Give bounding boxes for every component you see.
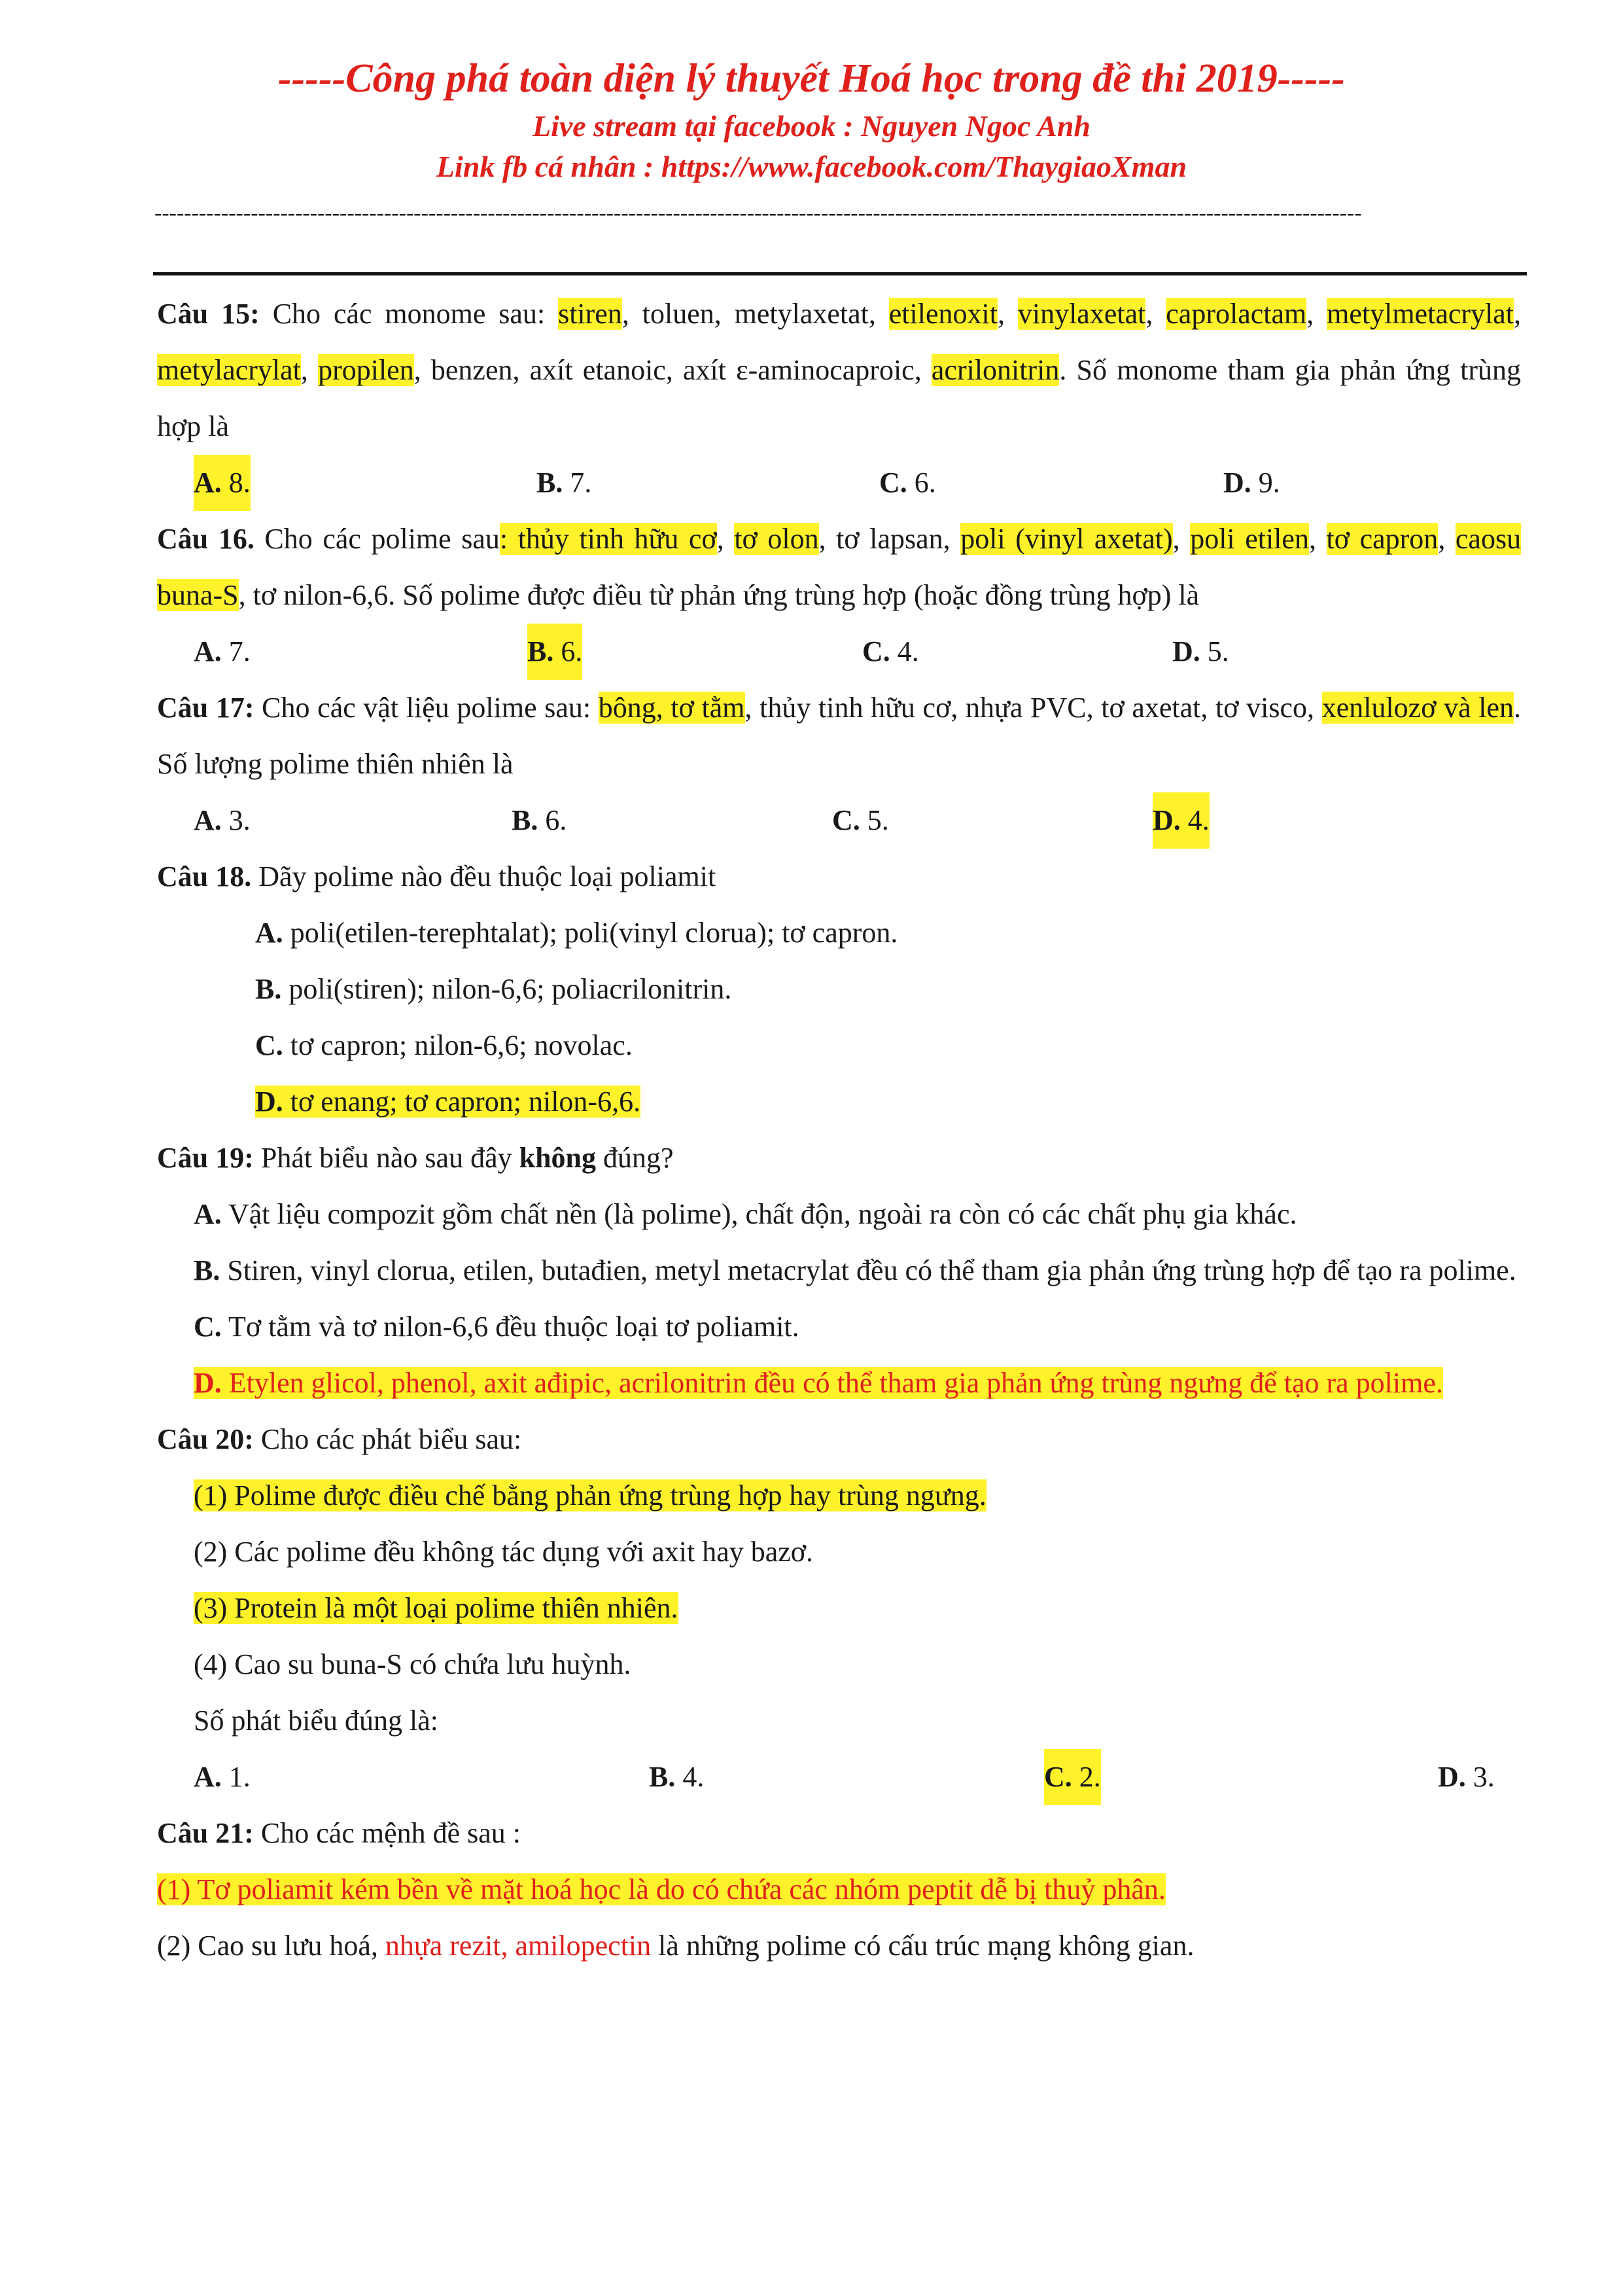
highlighted-answer: propilen — [318, 354, 414, 386]
question-18 — [157, 849, 1521, 905]
highlighted-answer: etilenoxit — [888, 298, 998, 330]
option-text: 1. — [221, 1761, 251, 1793]
option-d — [1223, 455, 1280, 511]
option-text: poli(stiren); nilon-6,6; poliacrilonitrin. — [281, 973, 732, 1005]
header-facebook-link: Link fb cá nhân : https://www.facebook.com/ThaygiaoXman — [436, 150, 1187, 183]
option-label: D. — [1172, 635, 1200, 667]
option-b — [157, 1243, 1521, 1299]
text: , toluen, metylaxetat, — [621, 298, 889, 330]
option-text: 6. — [538, 804, 567, 836]
statement-1 — [157, 1468, 1521, 1524]
answer-options — [157, 792, 1521, 849]
text: , — [1172, 523, 1191, 555]
text: Cho các vật liệu polime sau: — [254, 692, 599, 724]
option-text: 7. — [563, 467, 592, 499]
option-d — [1172, 624, 1229, 680]
highlighted-answer: : thủy tinh hữu cơ — [499, 523, 717, 555]
option-label: A. — [194, 1761, 222, 1793]
option-a — [194, 624, 251, 680]
option-b — [649, 1749, 704, 1805]
horizontal-rule — [153, 272, 1527, 275]
highlighted-answer: metylacrylat — [157, 354, 301, 386]
option-a — [194, 792, 251, 849]
highlighted-answer: xenlulozơ và len — [1321, 692, 1514, 724]
option-text: tơ enang; tơ capron; nilon-6,6. — [283, 1086, 641, 1118]
option-d — [157, 1074, 1521, 1130]
option-a — [157, 1186, 1521, 1243]
statement-2: (2) Các polime đều không tác dụng với axit hay bazơ. — [194, 1536, 814, 1568]
highlighted-answer: stiren — [558, 298, 622, 330]
text: , — [1514, 298, 1522, 330]
text: . Số lượng polime thiên nhiên là — [157, 692, 1522, 780]
option-label: C. — [194, 1311, 222, 1343]
option-label: D. — [1153, 804, 1181, 836]
option-c — [1044, 1749, 1101, 1805]
option-b — [527, 624, 582, 680]
option-label: C. — [879, 467, 907, 499]
highlighted-answer: caprolactam — [1166, 298, 1307, 330]
highlighted-answer: tơ olon — [734, 523, 819, 555]
text: , — [300, 354, 319, 386]
option-text: poli(etilen-terephtalat); poli(vinyl clorua); tơ capron. — [283, 917, 898, 949]
question-20 — [157, 1411, 1521, 1468]
highlighted-answer: vinylaxetat — [1017, 298, 1146, 330]
option-text: 6. — [907, 467, 936, 499]
text: , benzen, axít etanoic, axít ε-aminocaproic, — [413, 354, 932, 386]
text: , — [1308, 523, 1327, 555]
option-d — [157, 1355, 1521, 1411]
text: , — [716, 523, 735, 555]
text: Cho các mệnh đề sau : — [253, 1817, 521, 1849]
question-21 — [157, 1805, 1521, 1862]
highlighted-answer: poli (vinyl axetat) — [960, 523, 1173, 555]
answer-options — [157, 1749, 1521, 1805]
option-text: 5. — [1200, 635, 1229, 667]
option-label: C. — [862, 635, 890, 667]
option-text: 4. — [675, 1761, 705, 1793]
option-label: C. — [1044, 1761, 1072, 1793]
option-text: Stiren, vinyl clorua, etilen, butađien, metyl metacrylat đều có thể tham gia phản ứng trùng hợp để tạo ra polime. — [220, 1254, 1516, 1286]
option-label: B. — [649, 1761, 676, 1793]
question-19 — [157, 1130, 1521, 1186]
option-text: Etylen glicol, phenol, axit ađipic, acrilonitrin đều có thể tham gia phản ứng trùng ngưng để tạo ra polime. — [221, 1367, 1443, 1399]
option-b — [512, 792, 567, 849]
option-a — [194, 1749, 251, 1805]
option-text: 2. — [1072, 1761, 1101, 1793]
question-number: Câu 17: — [157, 692, 254, 724]
document-header — [0, 51, 1623, 187]
option-text: 3. — [1465, 1761, 1495, 1793]
text: . Số monome tham gia phản ứng trùng hợp là — [157, 354, 1522, 442]
text: , — [997, 298, 1018, 330]
question-number: Câu 21: — [157, 1817, 254, 1849]
text: , tơ lapsan, — [818, 523, 961, 555]
option-label: A. — [194, 467, 222, 499]
red-text: nhựa rezit, amilopectin — [385, 1930, 652, 1962]
option-label: D. — [255, 1086, 283, 1118]
option-label: D. — [1438, 1761, 1466, 1793]
highlighted-answer: poli etilen — [1190, 523, 1309, 555]
option-label: A. — [194, 804, 222, 836]
highlighted-answer: metylmetacrylat — [1327, 298, 1514, 330]
option-text: Tơ tằm và tơ nilon-6,6 đều thuộc loại tơ poliamit. — [221, 1311, 799, 1343]
text: , — [1145, 298, 1166, 330]
option-d — [1153, 792, 1210, 849]
question-number: Câu 16. — [157, 523, 254, 555]
question-number: Câu 20: — [157, 1423, 254, 1455]
highlighted-answer: (1) Tơ poliamit kém bền về mặt hoá học là do có chứa các nhóm peptit dễ bị thuỷ phân. — [157, 1873, 1166, 1905]
option-text: 4. — [890, 635, 919, 667]
option-label: C. — [832, 804, 860, 836]
question-16 — [157, 511, 1521, 624]
option-c — [157, 1299, 1521, 1355]
option-text: tơ capron; nilon-6,6; novolac. — [283, 1029, 633, 1061]
text: đúng? — [596, 1142, 674, 1174]
text: Cho các phát biểu sau: — [253, 1423, 522, 1455]
option-c — [879, 455, 936, 511]
text: Dãy polime nào đều thuộc loại poliamit — [251, 860, 716, 892]
option-label: A. — [194, 1198, 222, 1230]
option-c — [832, 792, 889, 849]
option-text: 3. — [221, 804, 251, 836]
option-label: B. — [255, 973, 282, 1005]
option-label: A. — [194, 635, 222, 667]
option-text: 9. — [1251, 467, 1280, 499]
highlighted-answer: tơ capron — [1326, 523, 1439, 555]
option-label: D. — [194, 1367, 222, 1399]
emphasis: không — [519, 1142, 597, 1174]
question-number: Câu 15: — [157, 298, 260, 330]
statement-1 — [157, 1862, 1521, 1918]
highlighted-answer: caosu buna-S — [157, 523, 1522, 611]
option-label: B. — [194, 1254, 220, 1286]
option-text: 6. — [553, 635, 583, 667]
option-label: D. — [1223, 467, 1251, 499]
option-text: 4. — [1180, 804, 1210, 836]
option-b — [536, 455, 591, 511]
option-c — [862, 624, 919, 680]
option-label: B. — [527, 635, 554, 667]
highlighted-answer: (3) Protein là một loại polime thiên nhiên. — [194, 1592, 678, 1624]
option-b — [157, 961, 1521, 1017]
header-livestream: Live stream tại facebook : Nguyen Ngoc Anh — [532, 109, 1091, 143]
option-text: 8. — [221, 467, 251, 499]
text: , — [1306, 298, 1327, 330]
answer-options — [157, 455, 1521, 511]
question-17 — [157, 680, 1521, 792]
statement-3 — [157, 1580, 1521, 1636]
option-text: 7. — [221, 635, 251, 667]
text: Phát biểu nào sau đây — [253, 1142, 519, 1174]
question-number: Câu 18. — [157, 860, 252, 892]
option-label: B. — [512, 804, 538, 836]
highlighted-answer — [255, 1086, 640, 1118]
text: , thủy tinh hữu cơ, nhựa PVC, tơ axetat, tơ visco, — [744, 692, 1322, 724]
option-label: A. — [255, 917, 283, 949]
question-prompt: Số phát biểu đúng là: — [194, 1704, 438, 1737]
option-text: Vật liệu compozit gồm chất nền (là polime), chất độn, ngoài ra còn có các chất phụ gia khác. — [221, 1198, 1297, 1230]
option-a — [157, 905, 1521, 961]
highlighted-answer — [194, 1367, 1443, 1399]
dashed-separator: ------------------------------------------------------------------------------------------------------------------------------------------------------------------- — [154, 201, 1362, 225]
highlighted-answer: bông, tơ tằm — [598, 692, 745, 724]
text: Cho các polime sau — [254, 523, 500, 555]
option-c — [157, 1017, 1521, 1074]
document-body — [157, 286, 1521, 1974]
answer-options — [157, 624, 1521, 680]
highlighted-answer: (1) Polime được điều chế bằng phản ứng trùng hợp hay trùng ngưng. — [194, 1479, 986, 1511]
header-title: -----Công phá toàn diện lý thuyết Hoá học trong đề thi 2019----- — [278, 56, 1345, 101]
highlighted-answer: acrilonitrin — [931, 354, 1060, 386]
option-text: 5. — [860, 804, 889, 836]
question-15 — [157, 286, 1521, 455]
statement-4: (4) Cao su buna-S có chứa lưu huỳnh. — [194, 1648, 631, 1680]
option-label: C. — [255, 1029, 283, 1061]
text: , tơ nilon-6,6. Số polime được điều từ phản ứng trùng hợp (hoặc đồng trùng hợp) là — [238, 579, 1200, 611]
text: là những polime có cấu trúc mạng không gian. — [651, 1930, 1195, 1962]
text: , — [1438, 523, 1456, 555]
option-a — [194, 455, 251, 511]
question-number: Câu 19: — [157, 1142, 254, 1174]
option-d — [1438, 1749, 1495, 1805]
statement-2 — [157, 1918, 1521, 1974]
text: (2) Cao su lưu hoá, — [157, 1930, 385, 1962]
option-label: B. — [536, 467, 563, 499]
text: Cho các monome sau: — [259, 298, 559, 330]
